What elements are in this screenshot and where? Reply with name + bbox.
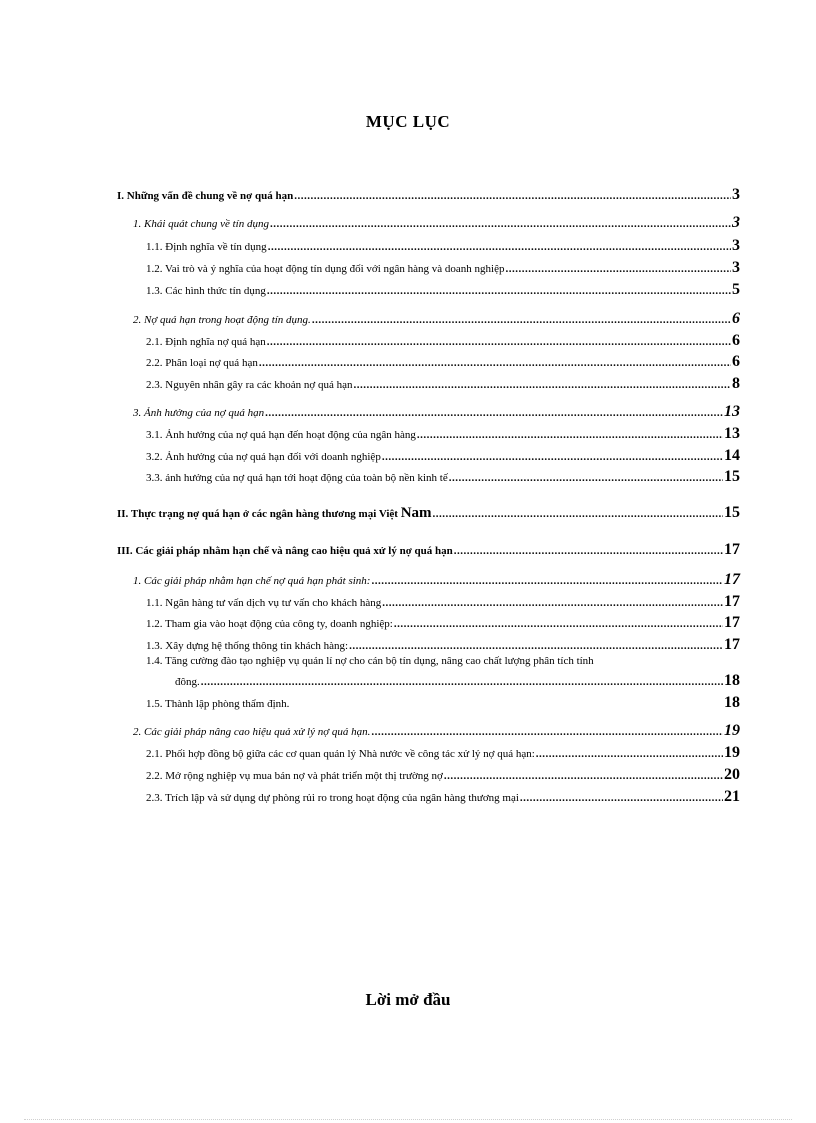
toc-entry-item-2-3[interactable] (146, 375, 740, 393)
toc-entry-subsection-3[interactable] (133, 403, 740, 421)
toc-entry-label: 3. Ảnh hưởng của nợ quá hạn (133, 407, 265, 419)
toc-entry-page: 17 (724, 541, 740, 558)
toc-entry-item-iii-1-4-first-line[interactable]: 1.4. Tăng cường đào tạo nghiệp vụ quản lí nợ cho cán bộ tín dụng, nâng cao chất lượng phân tích tính (146, 655, 594, 667)
toc-entry-item-iii-1-5[interactable] (146, 694, 740, 712)
toc-entry-page: 3 (732, 237, 740, 254)
toc-entry-section-2[interactable] (117, 504, 740, 522)
toc-entry-item-1-2[interactable] (146, 259, 740, 277)
toc-entry-page: 5 (732, 281, 740, 298)
toc-entry-page: 3 (732, 186, 740, 203)
toc-entry-page: 18 (724, 694, 740, 711)
toc-entry-item-iii-2-3[interactable] (146, 788, 740, 806)
dot-leader (505, 263, 731, 275)
toc-entry-item-iii-2-2[interactable] (146, 766, 740, 784)
toc-entry-label: 2.1. Phối hợp đồng bộ giữa các cơ quan quản lý Nhà nước về công tác xử lý nợ quá hạn: (146, 748, 535, 760)
toc-entry-label: 2.2. Phân loại nợ quá hạn (146, 357, 258, 369)
toc-entry-subsection-3-2[interactable] (133, 722, 740, 740)
toc-entry-page: 6 (732, 332, 740, 349)
toc-title: MỤC LỤC (365, 112, 451, 131)
toc-entry-label: 3.1. Ảnh hưởng của nợ quá hạn đến hoạt động của ngân hàng (146, 429, 416, 441)
toc-entry-label: 2.1. Định nghĩa nợ quá hạn (146, 336, 266, 348)
toc-entry-label: 1.5. Thành lập phòng thẩm định. (146, 698, 290, 710)
dot-leader (417, 429, 723, 441)
dot-leader (259, 357, 731, 369)
toc-entry-label: 1.2. Vai trò và ý nghĩa của hoạt động tín dụng đối với ngân hàng và doanh nghiệp (146, 263, 505, 275)
toc-entry-page: 3 (732, 259, 740, 276)
toc-entry-page: 15 (724, 504, 740, 521)
toc-entry-item-iii-1-3[interactable] (146, 636, 740, 654)
toc-entry-page: 6 (732, 310, 740, 327)
dot-leader (268, 241, 731, 253)
toc-entry-section-3[interactable] (117, 541, 740, 559)
toc-entry-item-3-3[interactable] (146, 468, 740, 486)
dot-leader (520, 792, 723, 804)
toc-entry-label: III. Các giải pháp nhằm hạn chế và nâng cao hiệu quả xử lý nợ quá hạn (117, 545, 453, 557)
toc-entry-page: 20 (724, 766, 740, 783)
dot-leader (536, 748, 723, 760)
toc-entry-label: 2.2. Mở rộng nghiệp vụ mua bán nợ và phát triển một thị trường nợ (146, 770, 443, 782)
toc-entry-page: 17 (724, 636, 740, 653)
dot-leader (267, 336, 731, 348)
toc-entry-item-2-1[interactable] (146, 332, 740, 350)
dot-leader (371, 575, 723, 587)
toc-entry-label: II. Thực trạng nợ quá hạn ở các ngân hàng thương mại Việt Nam (117, 505, 432, 521)
toc-entry-label: 1. Các giải pháp nhằm hạn chế nợ quá hạn phát sinh: (133, 575, 371, 587)
dot-leader (294, 190, 731, 202)
toc-entry-page: 13 (724, 403, 740, 420)
dot-leader (433, 508, 723, 520)
dot-leader (349, 640, 723, 652)
toc-entry-label: 1. Khái quát chung về tín dụng (133, 218, 269, 230)
dot-leader (201, 676, 723, 688)
toc-entry-item-3-1[interactable] (146, 425, 740, 443)
dot-leader (265, 407, 723, 419)
toc-entry-item-3-2[interactable] (146, 447, 740, 465)
toc-entry-label-big-word: Nam (400, 505, 432, 521)
toc-entry-section-1[interactable] (117, 186, 740, 204)
toc-entry-page: 18 (724, 672, 740, 689)
toc-entry-subsection-2[interactable] (133, 310, 740, 328)
toc-entry-label: 3.2. Ảnh hưởng của nợ quá hạn đối với doanh nghiệp (146, 451, 381, 463)
toc-entry-label: 1.3. Các hình thức tín dụng (146, 285, 266, 297)
toc-entry-label: 2. Nợ quá hạn trong hoạt động tín dụng. (133, 314, 311, 326)
toc-entry-page: 21 (724, 788, 740, 805)
dot-leader (312, 314, 731, 326)
toc-entry-page: 17 (724, 571, 740, 588)
toc-entry-label: 1.2. Tham gia vào hoạt động của công ty, doanh nghiệp: (146, 618, 393, 630)
toc-entry-item-1-1[interactable] (146, 237, 740, 255)
toc-entry-page: 19 (724, 722, 740, 739)
toc-entry-label: 2.3. Nguyên nhân gây ra các khoản nợ quá hạn (146, 379, 353, 391)
toc-entry-page: 19 (724, 744, 740, 761)
dot-leader (454, 545, 723, 557)
toc-entry-page: 6 (732, 353, 740, 370)
page-bottom-rule (24, 1119, 792, 1120)
toc-entry-item-iii-1-1[interactable] (146, 593, 740, 611)
toc-entry-label: 2. Các giải pháp nâng cao hiệu quả xử lý nợ quá hạn. (133, 726, 371, 738)
toc-entry-subsection-1[interactable] (133, 214, 740, 232)
toc-entry-page: 15 (724, 468, 740, 485)
toc-entry-label: 1.1. Định nghĩa về tín dụng (146, 241, 267, 253)
dot-leader (382, 451, 723, 463)
toc-entry-page: 3 (732, 214, 740, 231)
toc-entry-page: 14 (724, 447, 740, 464)
toc-entry-item-iii-1-2[interactable] (146, 614, 740, 632)
dot-leader (394, 618, 723, 630)
dot-leader (371, 726, 723, 738)
toc-entry-page: 13 (724, 425, 740, 442)
toc-entry-item-1-3[interactable] (146, 281, 740, 299)
dot-leader (444, 770, 723, 782)
toc-entry-item-iii-1-4[interactable] (175, 672, 740, 690)
toc-entry-label: 2.3. Trích lập và sử dụng dự phòng rủi ro trong hoạt động của ngân hàng thương mại (146, 792, 519, 804)
toc-entry-item-iii-2-1[interactable] (146, 744, 740, 762)
intro-heading: Lời mở đầu (365, 990, 451, 1009)
toc-entry-label: đông. (175, 676, 200, 688)
toc-entry-page: 8 (732, 375, 740, 392)
toc-entry-page: 17 (724, 593, 740, 610)
toc-entry-label: 1.3. Xây dựng hệ thống thông tin khách hàng: (146, 640, 349, 652)
toc-entry-label: 1.1. Ngân hàng tư vấn dịch vụ tư vấn cho khách hàng (146, 597, 382, 609)
dot-leader (354, 379, 732, 391)
toc-entry-label: 3.3. ảnh hưởng của nợ quá hạn tới hoạt động của toàn bộ nền kinh tế (146, 472, 448, 484)
toc-entry-item-2-2[interactable] (146, 353, 740, 371)
toc-entry-label: I. Những vấn đề chung về nợ quá hạn (117, 190, 294, 202)
dot-leader (267, 285, 731, 297)
toc-entry-subsection-3-1[interactable] (133, 571, 740, 589)
dot-leader (449, 472, 723, 484)
dot-leader (270, 218, 731, 230)
dot-leader (382, 597, 723, 609)
toc-entry-page: 17 (724, 614, 740, 631)
